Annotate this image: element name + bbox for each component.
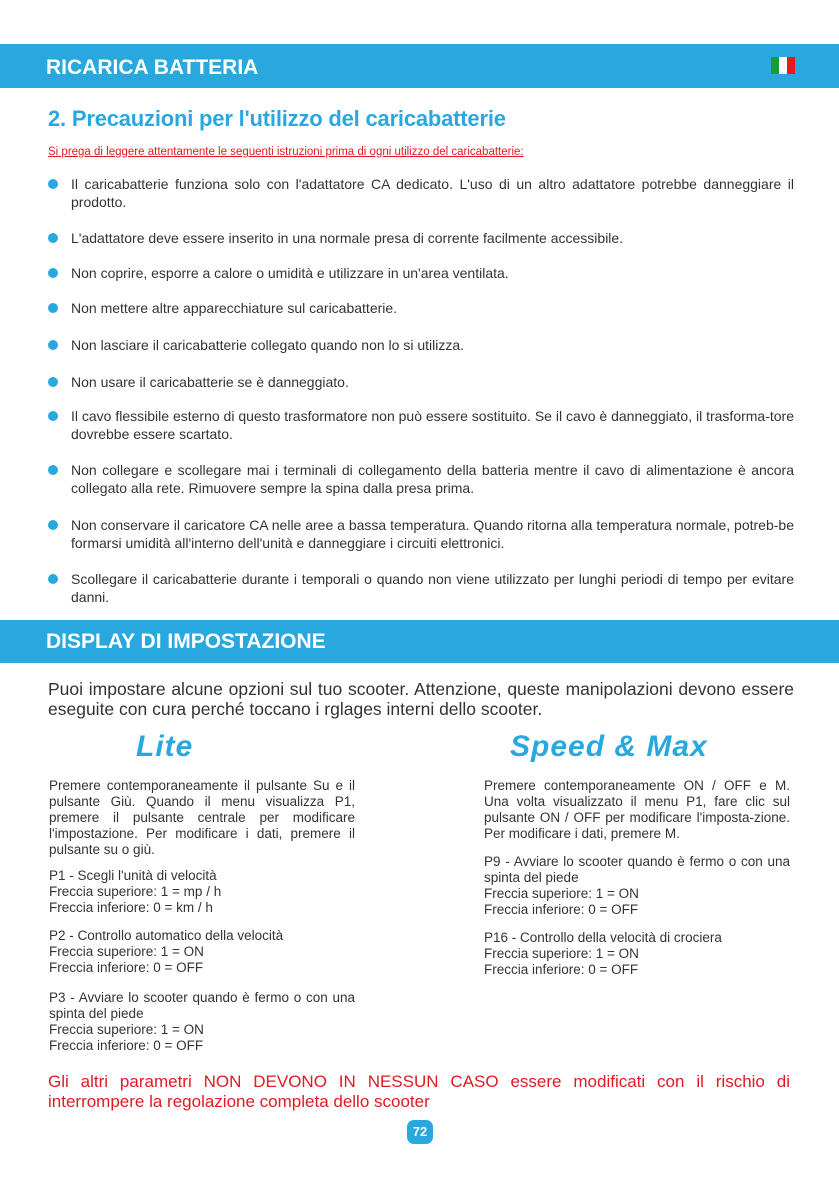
param-down: Freccia inferiore: 0 = OFF	[484, 962, 639, 977]
bullet-icon	[48, 268, 58, 278]
param-title: P1 - Scegli l'unità di velocità	[49, 868, 217, 883]
param-title: P9 - Avviare lo scooter quando è fermo o con una spinta del piede	[484, 854, 790, 885]
page-number: 72	[407, 1120, 433, 1144]
warning-note: Si prega di leggere attentamente le seguenti istruzioni prima di ogni utilizzo del caricabatterie:	[48, 146, 524, 158]
param-down: Freccia inferiore: 0 = OFF	[49, 960, 204, 975]
param-up: Freccia superiore: 1 = mp / h	[49, 884, 222, 899]
param-down: Freccia inferiore: 0 = OFF	[484, 902, 639, 917]
speed-max-logo: Speed & Max	[510, 730, 708, 763]
lite-param-p2	[49, 928, 355, 976]
bullet-icon	[48, 233, 58, 243]
section-header-ricarica	[0, 44, 839, 88]
speedmax-instructions: Premere contemporaneamente ON / OFF e M. Una volta visualizzato il menu P1, fare clic sul pulsante ON / OFF per modificare l'imposta-zione. Per modificare i dati, premere M.	[484, 778, 790, 841]
section-title: DISPLAY DI IMPOSTAZIONE	[46, 630, 326, 653]
final-warning: Gli altri parametri NON DEVONO IN NESSUN CASO essere modificati con il rischio di interrompere la regolazione completa dello scooter	[48, 1072, 790, 1111]
param-title: P16 - Controllo della velocità di crociera	[484, 930, 722, 945]
section-header-display	[0, 620, 839, 663]
bullet-icon	[48, 340, 58, 350]
bullet-icon	[48, 179, 58, 189]
bullet-icon	[48, 465, 58, 475]
subsection-heading: 2. Precauzioni per l'utilizzo del caricabatterie	[48, 106, 506, 131]
param-up: Freccia superiore: 1 = ON	[484, 886, 639, 901]
flag-stripe-white	[779, 57, 787, 74]
flag-stripe-green	[771, 57, 779, 74]
bullet-icon	[48, 574, 58, 584]
speedmax-param-p9	[484, 854, 790, 918]
lite-logo: Lite	[136, 730, 194, 763]
bullet-icon	[48, 377, 58, 387]
param-title: P2 - Controllo automatico della velocità	[49, 928, 284, 943]
italian-flag-icon	[771, 57, 795, 74]
param-up: Freccia superiore: 1 = ON	[484, 946, 639, 961]
intro-paragraph: Puoi impostare alcune opzioni sul tuo scooter. Attenzione, queste manipolazioni devono essere eseguite con cura perché toccano i rglages interni dello scooter.	[48, 679, 794, 719]
param-up: Freccia superiore: 1 = ON	[49, 944, 204, 959]
param-title: P3 - Avviare lo scooter quando è fermo o con una spinta del piede	[49, 990, 355, 1021]
param-up: Freccia superiore: 1 = ON	[49, 1022, 204, 1037]
bullet-icon	[48, 303, 58, 313]
section-title: RICARICA BATTERIA	[46, 56, 259, 79]
bullet-icon	[48, 520, 58, 530]
param-down: Freccia inferiore: 0 = km / h	[49, 900, 213, 915]
lite-param-p3	[49, 990, 355, 1054]
flag-stripe-red	[787, 57, 795, 74]
bullet-icon	[48, 411, 58, 421]
lite-instructions: Premere contemporaneamente il pulsante Su e il pulsante Giù. Quando il menu visualizza P1, premere il pulsante centrale per modificare l'impostazione. Per modificare i dati, premere il pulsante su o giù.	[49, 778, 355, 857]
speedmax-param-p16	[484, 930, 790, 978]
param-down: Freccia inferiore: 0 = OFF	[49, 1038, 204, 1053]
lite-param-p1	[49, 868, 355, 916]
